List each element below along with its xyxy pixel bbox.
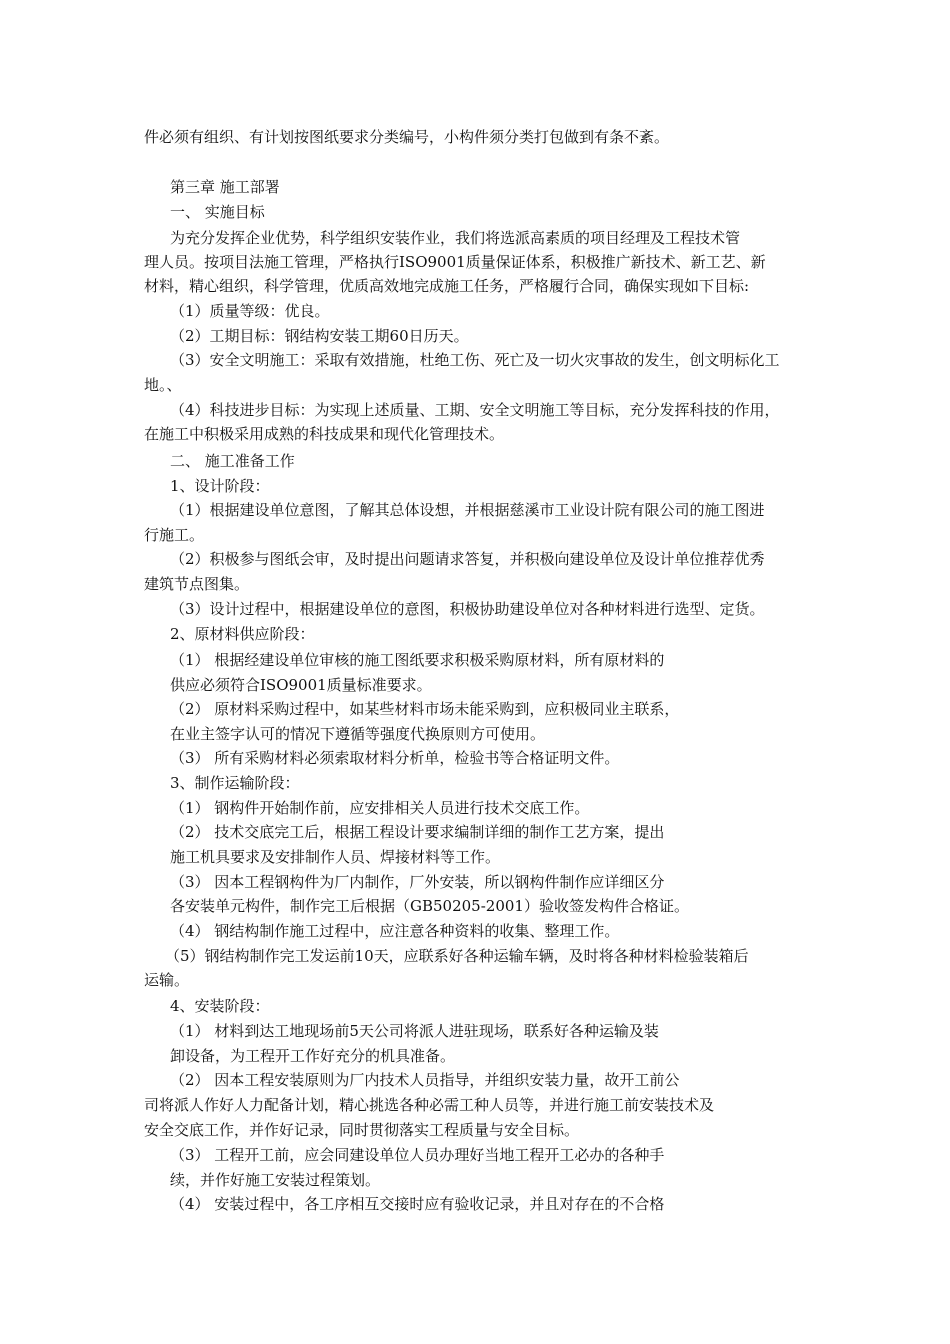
subsection-heading: 3、制作运输阶段：	[170, 774, 300, 792]
section-heading: 二、 施工准备工作	[170, 452, 295, 470]
text-line: 安全交底工作，并作好记录，同时贯彻落实工程质量与安全目标。	[144, 1121, 580, 1139]
list-item: （1） 钢构件开始制作前，应安排相关人员进行技术交底工作。	[170, 799, 590, 817]
list-item: （3） 工程开工前，应会同建设单位人员办理好当地工程开工必办的各种手	[170, 1146, 665, 1164]
list-item: （3） 所有采购材料必须索取材料分析单，检验书等合格证明文件。	[170, 749, 620, 767]
subsection-heading: 4、安装阶段：	[170, 997, 270, 1015]
list-item: （1） 根据经建设单位审核的施工图纸要求积极采购原材料，所有原材料的	[170, 651, 665, 669]
list-item: （2）工期目标：钢结构安装工期60日历天。	[170, 327, 469, 345]
text-line: 续，并作好施工安装过程策划。	[170, 1171, 381, 1189]
section-heading: 一、 实施目标	[170, 203, 265, 221]
text-line: 建筑节点图集。	[144, 575, 250, 593]
list-item: （1）根据建设单位意图，了解其总体设想，并根据慈溪市工业设计院有限公司的施工图进	[170, 501, 765, 519]
text-line: 行施工。	[144, 526, 205, 544]
list-item: （5）钢结构制作完工发运前10天，应联系好各种运输车辆，及时将各种材料检验装箱后	[165, 947, 749, 965]
text-line: 司将派人作好人力配备计划，精心挑选各种必需工种人员等，并进行施工前安装技术及	[144, 1096, 715, 1114]
text-line: 各安装单元构件，制作完工后根据（GB50205-2001）验收签发构件合格证。	[170, 897, 689, 915]
text-line: 供应必须符合ISO9001质量标准要求。	[170, 676, 432, 694]
subsection-heading: 2、原材料供应阶段：	[170, 625, 315, 643]
text-line: 卸设备，为工程开工作好充分的机具准备。	[170, 1047, 456, 1065]
list-item: （4） 安装过程中，各工序相互交接时应有验收记录，并且对存在的不合格	[170, 1195, 665, 1213]
text-line: 件必须有组织、有计划按图纸要求分类编号，小构件须分类打包做到有条不紊。	[144, 128, 670, 146]
text-line: 地。、	[144, 376, 182, 394]
subsection-heading: 1、设计阶段：	[170, 477, 270, 495]
text-line: 材料，精心组织，科学管理，优质高效地完成施工任务，严格履行合同，确保实现如下目标:	[144, 277, 750, 295]
list-item: （2） 技术交底完工后，根据工程设计要求编制详细的制作工艺方案，提出	[170, 823, 665, 841]
list-item: （1）质量等级：优良。	[170, 302, 330, 320]
chapter-heading: 第三章 施工部署	[170, 178, 280, 196]
text-line: 施工机具要求及安排制作人员、焊接材料等工作。	[170, 848, 501, 866]
list-item: （4） 钢结构制作施工过程中，应注意各种资料的收集、整理工作。	[170, 922, 620, 940]
text-line: 运输。	[144, 971, 190, 989]
text-line: 在业主签字认可的情况下遵循等强度代换原则方可使用。	[170, 725, 546, 743]
list-item: （1） 材料到达工地现场前5天公司将派人进驻现场，联系好各种运输及装	[170, 1022, 659, 1040]
list-item: （4）科技进步目标：为实现上述质量、工期、安全文明施工等目标，充分发挥科技的作用，	[170, 401, 780, 419]
list-item: （2） 因本工程安装原则为厂内技术人员指导，并组织安装力量，故开工前公	[170, 1071, 680, 1089]
list-item: （3） 因本工程钢构件为厂内制作，厂外安装，所以钢构件制作应详细区分	[170, 873, 665, 891]
list-item: （2） 原材料采购过程中，如某些材料市场未能采购到，应积极同业主联系，	[170, 700, 680, 718]
list-item: （2）积极参与图纸会审，及时提出问题请求答复，并积极向建设单位及设计单位推荐优秀	[170, 550, 765, 568]
list-item: （3）安全文明施工：采取有效措施，杜绝工伤、死亡及一切火灾事故的发生，创文明标化工	[170, 351, 780, 369]
text-line: 在施工中积极采用成熟的科技成果和现代化管理技术。	[144, 425, 505, 443]
list-item: （3）设计过程中，根据建设单位的意图，积极协助建设单位对各种材料进行选型、定货。	[170, 600, 765, 618]
text-line: 理人员。按项目法施工管理，严格执行ISO9001质量保证体系，积极推广新技术、新工艺、新	[144, 253, 766, 271]
text-line: 为充分发挥企业优势，科学组织安装作业，我们将选派高素质的项目经理及工程技术管	[170, 229, 741, 247]
